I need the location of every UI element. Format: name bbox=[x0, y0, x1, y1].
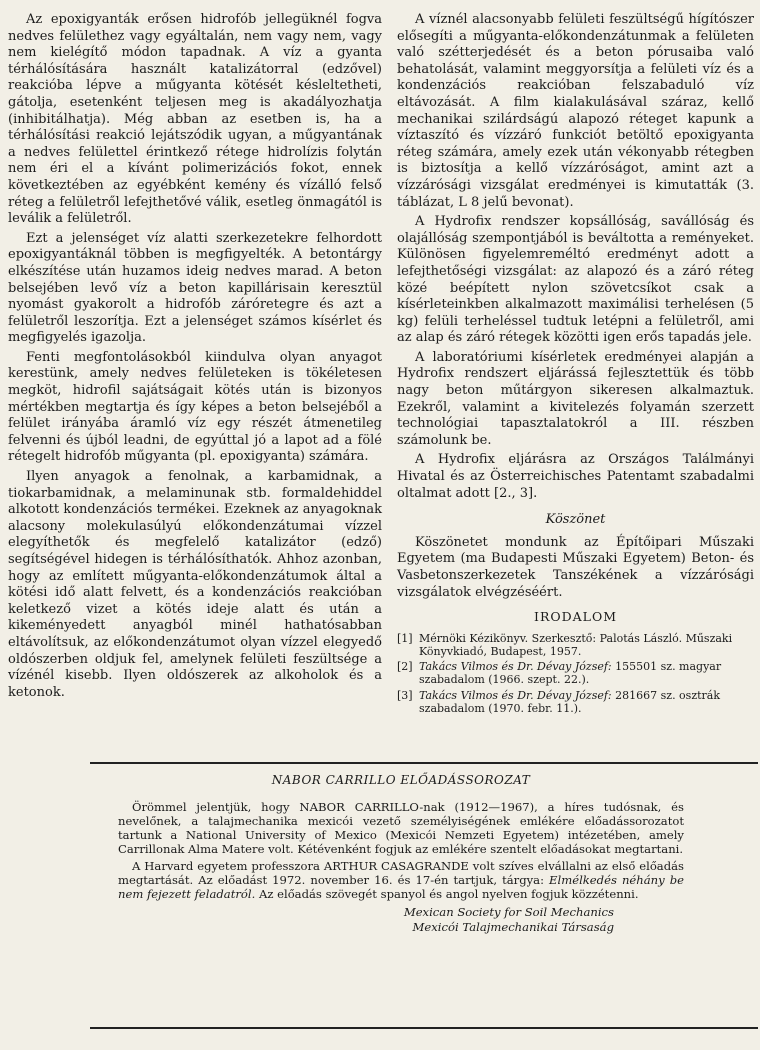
references-heading: IRODALOM bbox=[534, 609, 617, 625]
right-column bbox=[397, 12, 754, 717]
reference-number: [2] bbox=[397, 660, 413, 674]
reference-number: [1] bbox=[397, 631, 413, 645]
reference-body: 281667 sz. osztrák szabadalom (1970. febr. 11.). bbox=[419, 688, 721, 715]
lecture-title: Elmélkedés néhány be nem fejezett feladatról. bbox=[118, 873, 684, 901]
notice-paragraph bbox=[118, 859, 684, 901]
reference-text bbox=[419, 689, 754, 715]
reference-list bbox=[397, 632, 754, 715]
divider-rule bbox=[90, 1027, 758, 1029]
paragraph: Fenti megfontolásokból kiindulva olyan anyagot kerestünk, amely nedves felületeken is tökéletesen megköt, hidrofil sajátságait kötés után is bizonyos mértékben megtartja és így képes a beton belsejéből a felület irányába áramló víz egy részét átmenetileg felvenni és újból leadni, de egyúttal jó a lapot ad a fölé rétegelt hidrofób műgyanta (pl. epoxigyanta) számára. bbox=[8, 349, 382, 465]
notice-box bbox=[118, 800, 684, 935]
signature-line: Mexican Society for Soil Mechanics bbox=[403, 905, 614, 919]
reference-body: 155501 sz. magyar szabadalom (1966. szept. 22.). bbox=[419, 660, 722, 687]
divider-rule bbox=[90, 762, 758, 764]
signature bbox=[118, 905, 684, 935]
reference-item bbox=[397, 689, 754, 715]
reference-authors: Takács Vilmos és Dr. Dévay József: bbox=[419, 688, 612, 702]
reference-item bbox=[397, 660, 754, 686]
reference-text bbox=[419, 632, 754, 658]
reference-body: Mérnöki Kézikönyv. Szerkesztő: Palotás László. Műszaki Könyvkiadó, Budapest, 1957. bbox=[419, 631, 733, 658]
left-column bbox=[8, 12, 382, 704]
signature-line: Mexicói Talajmechanikai Társaság bbox=[412, 920, 614, 934]
paragraph: A víznél alacsonyabb felületi feszültségű hígítószer elősegíti a műgyanta-előkondenzátunmak a felületen való szétterjedését és a beton pórusaiba való behatolását, valamint meggyorsítja a felületi víz és a kondenzációs reakcióban felszabaduló víz eltávozását. A film kialakulásával száraz, kellő mechanikai szilárdságú alapozó réteget kapunk a víztaszító és vízzáró funkciót betöltő epoxigyanta réteg számára, amely ezek után vékonyabb rétegben is biztosítja a kellő vízzáróságot, amint azt a vízzárósági vizsgálat eredményei is kimutatták (3. táblázat, L 8 jelű bevonat). bbox=[397, 12, 754, 210]
notice-paragraph: Örömmel jelentjük, hogy NABOR CARRILLO-nak (1912—1967), a híres tudósnak, és nevelőnek, a talajmechanika mexicói vezető személyiségének emlékére előadássorozatot tartunk a National University of Mexico (Mexicói Nemzeti Egyetem) intézetében, amely Carrillonak Alma Matere volt. Kétévenként fogjuk az emlékére szentelt előadásokat megtartani. bbox=[118, 800, 684, 856]
paragraph: A Hydrofix eljárásra az Országos Találmányi Hivatal és az Österreichisches Patentamt szabadalmi oltalmat adott [2., 3]. bbox=[397, 452, 754, 501]
reference-text bbox=[419, 660, 754, 686]
notice-text: Az előadás szövegét spanyol és angol nyelven fogjuk közzétenni. bbox=[255, 887, 639, 901]
acknowledgement-heading: Köszönet bbox=[545, 512, 606, 528]
reference-item bbox=[397, 632, 754, 658]
paragraph: Ilyen anyagok a fenolnak, a karbamidnak, a tiokarbamidnak, a melaminunak stb. formaldehiddel alkotott kondenzációs termékei. Ezeknek az anyagoknak alacsony molekulasúlyú előkondenzátumai vízzel elegyíthetők és megfelelő katalizátor (edző) segítségével hidegen is térhálósíthatók. Ahhoz azonban, hogy az említett műgyanta-előkondenzátumok által a kötési idő alatt felvett, és a kondenzációs reakcióban keletkező vizet a kötés ideje alatt és után a kikeményedett anyagból minél hathatósabban eltávolítsuk, az előkondenzátumot olyan vízzel elegyedő oldószerben oldjuk fel, amelynek felületi feszültsége a vízénél kisebb. Ilyen oldószerek az alkoholok és a ketonok. bbox=[8, 469, 382, 700]
paragraph: Ezt a jelenséget víz alatti szerkezetekre felhordott epoxigyantáknál többen is megfigyelték. A betontárgy elkészítése után huzamos ideig nedves marad. A beton belsejében levő víz a beton kapillárisain keresztül nyomást gyakorolt a hidrofób záróretegre és azt a felületről leszorítja. Ezt a jelenséget számos kísérlet és megfigyelés igazolja. bbox=[8, 230, 382, 346]
paragraph: A Hydrofix rendszer kopsállóság, savállóság és olajállóság szempontjából is beváltotta a reményeket. Különösen figyelemreméltó eredményt adott a lefejthetőségi vizsgálat: az alapozó és a záró réteg közé beépített nylon szövetcsíkot csak a kísérleteinkben alkalmazott maximálisi terhelésen (5 kg) felüli terheléssel tudtuk letépni a felületről, ami az alap és záró rétegek közötti igen erős tapadás jele. bbox=[397, 214, 754, 346]
reference-authors: Takács Vilmos és Dr. Dévay József: bbox=[419, 660, 612, 674]
reference-number: [3] bbox=[397, 688, 413, 702]
notice-title: NABOR CARRILLO ELŐADÁSSOROZAT bbox=[271, 773, 531, 787]
paragraph: Az epoxigyanták erősen hidrofób jellegüknél fogva nedves felülethez vagy egyáltalán, nem vagy nem, vagy nem kielégítő módon tapadnak. A víz a gyanta térhálósítására használt katalizátorral (edzővel) reakcióba lépve a műgyanta kötését késleltetheti, gátolja, esetenként teljesen meg is akadályozhatja (inhibitálhatja). Még abban az esetben is, ha a térhálósítási reakció lejátszódik ugyan, a műgyantának a nedves felülettel érintkező rétege hidrolízis folytán nem éri el a kívánt polimerizációs fokot, ennek következtében az egyébként kemény és vízálló felső réteg a felületről lefejthetővé válik, esetleg önmagától is leválik a felületről. bbox=[8, 12, 382, 227]
paragraph: A laboratóriumi kísérletek eredményei alapján a Hydrofix rendszert eljárássá fejlesztettük és több nagy beton műtárgyon sikeresen alkalmaztuk. Ezekről, valamint a kivitelezés folyamán szerzett technológiai tapasztalatokról a III. részben számolunk be. bbox=[397, 349, 754, 448]
acknowledgement-text: Köszönetet mondunk az Építőipari Műszaki Egyetem (ma Budapesti Műszaki Egyetem) Beton- és Vasbetonszerkezetek Tanszékének a vízzárósági vizsgálatok elvégzéséért. bbox=[397, 534, 754, 600]
notice-text: A Harvard egyetem professzora ARTHUR CASAGRANDE volt szíves elvállalni az első előadás megtartását. Az előadást 1972. november 16. és 17-én tartjuk, tárgya: bbox=[118, 859, 684, 887]
